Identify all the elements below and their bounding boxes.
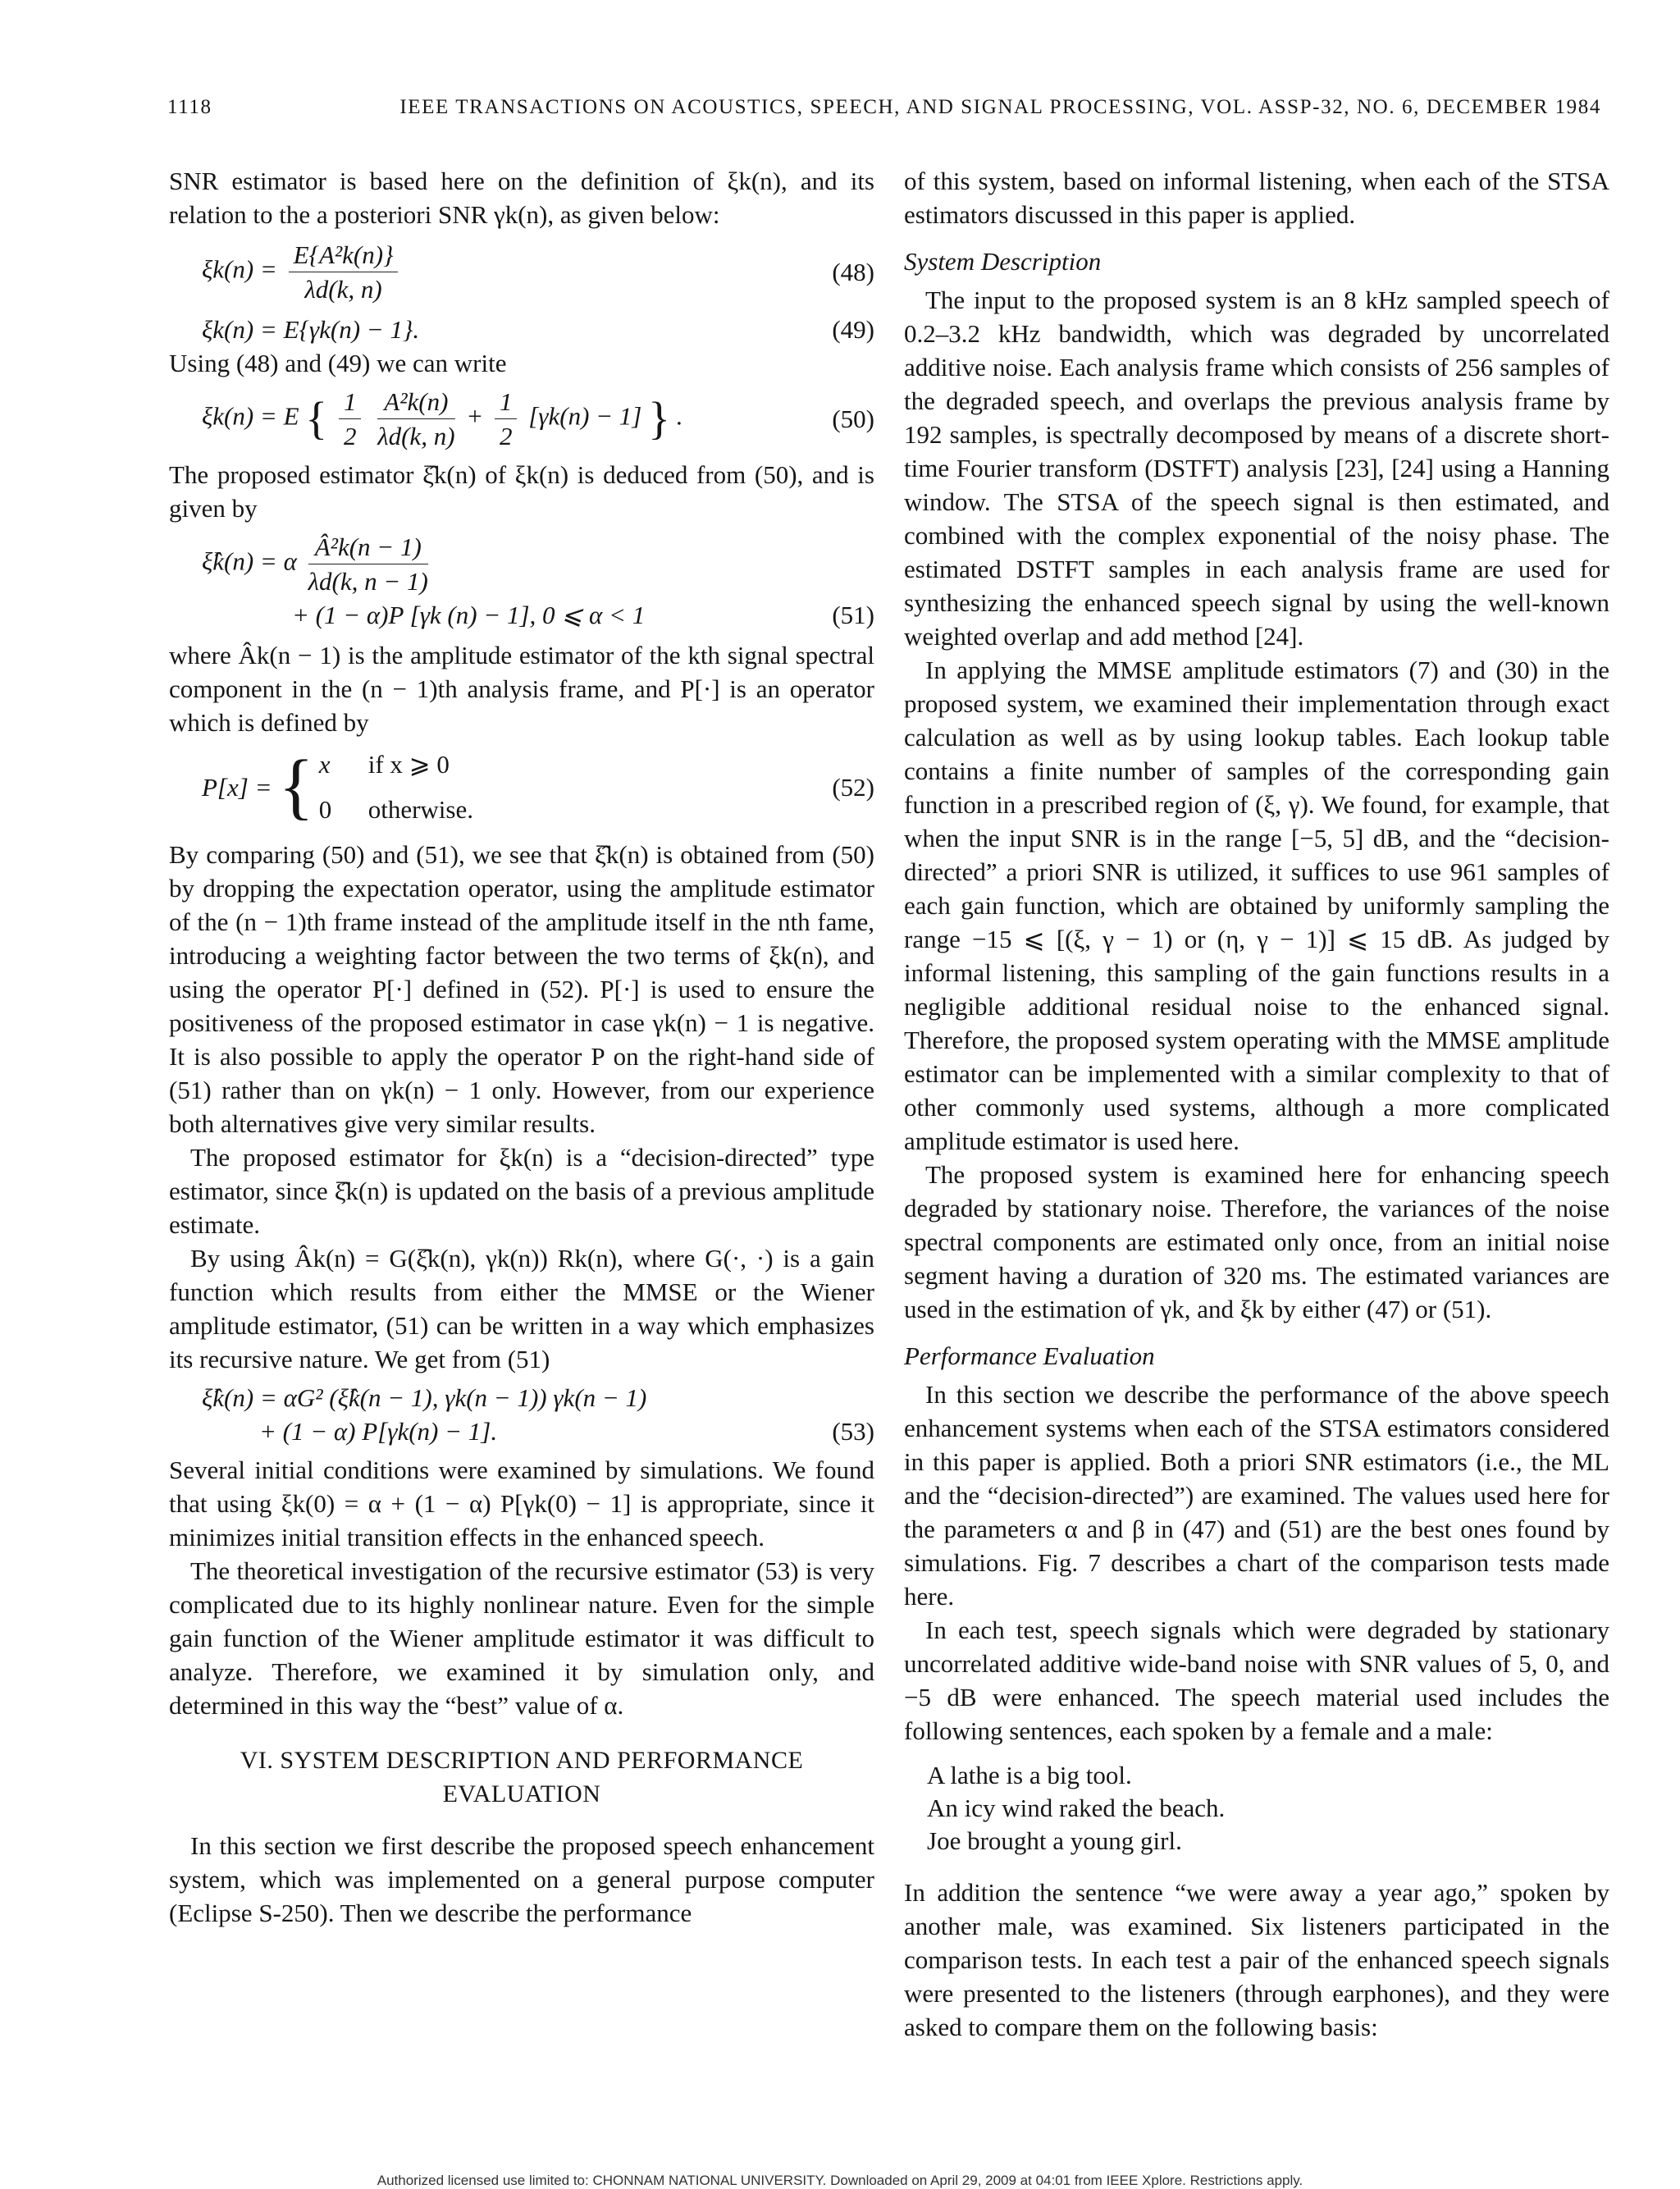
paragraph: where Âk(n − 1) is the amplitude estimator of the kth signal spectral component in the (n − 1)th analysis frame, and P[·] is an operator which is defined by <box>169 641 874 737</box>
paragraph: Several initial conditions were examined by simulations. We found that using ξk(0) = α + (1 − α) P[γk(0) − 1] is appropriate, since it minimizes initial transition effects in the enhanced speech. <box>169 1456 874 1551</box>
equation-48: ξk(n) = $\frac{\text{E\{A²k(n)\}}}{\lambda d(k, n)}$ (48) <box>169 238 874 306</box>
paragraph: The proposed system is examined here for enhancing speech degraded by stationary noise. Therefore, the variances of the noise spectral components are estimated only once, from an initial noise segment having a duration of 320 ms. The estimated variances are used in the estimation of γk, and ξk by either (47) or (51). <box>904 1160 1609 1323</box>
paragraph: In this section we describe the performance of the above speech enhancement systems when each of the STSA estimators considered in this paper is applied. Both a priori SNR estimators (i.e., the ML and the “decision-directed”) are examined. The values used here for the parameters α and β in (47) and (51) are the best ones found by simulations. Fig. 7 describes a chart of the comparison tests made here. <box>904 1380 1609 1611</box>
equation-53-continued: + (1 − α) P[γk(n) − 1]. (53) <box>169 1414 874 1448</box>
license-footer: Authorized licensed use limited to: CHONNAM NATIONAL UNIVERSITY. Downloaded on April 29, 2009 at 04:01 from IEEE Xplore. Restrictions apply. <box>377 2173 1303 2188</box>
paragraph: By comparing (50) and (51), we see that ξ̂k(n) is obtained from (50) by dropping the expectation operator, using the amplitude estimator of the (n − 1)th frame instead of the amplitude itself in the nth fame, introducing a weighting factor between the two terms of ξk(n), and using the operator P[·] defined in (52). P[·] is used to ensure the positiveness of the proposed estimator in case γk(n) − 1 is negative. It is also possible to apply the operator P on the right-hand side of (51) rather than on γk(n) − 1 only. However, from our experience both alternatives give very similar results. <box>169 840 874 1138</box>
journal-title: IEEE TRANSACTIONS ON ACOUSTICS, SPEECH, AND SIGNAL PROCESSING, VOL. ASSP-32, NO. 6, DECEMBER 1984 <box>399 96 1601 118</box>
subsection-heading: Performance Evaluation <box>904 1341 1155 1370</box>
paragraph: In each test, speech signals which were degraded by stationary uncorrelated additive wide-band noise with SNR values of 5, 0, and −5 dB were enhanced. The speech material used includes the following sentences, each spoken by a female and a male: <box>904 1615 1609 1745</box>
list-item: Joe brought a young girl. <box>927 1826 1182 1855</box>
paragraph: of this system, based on informal listening, when each of the STSA estimators discussed in this paper is applied. <box>904 167 1609 229</box>
equation-number: (52) <box>832 772 874 802</box>
paragraph: SNR estimator is based here on the definition of ξk(n), and its relation to the a posteriori SNR γk(n), as given below: <box>169 167 874 229</box>
example-sentences <box>904 1759 1609 1858</box>
equation-52: P[x] = { x if x ⩾ 0 0 otherwise. (52) <box>202 746 874 827</box>
running-header <box>167 96 1601 129</box>
subsection-heading: System Description <box>904 247 1102 276</box>
paragraph: By using Âk(n) = G(ξ̂k(n), γk(n)) Rk(n), where G(·, ·) is a gain function which results from either the MMSE or the Wiener amplitude estimator, (51) can be written in a way which emphasizes its recursive nature. We get from (51) <box>169 1244 874 1373</box>
left-column <box>169 164 874 1930</box>
paragraph: The proposed estimator for ξk(n) is a “decision-directed” type estimator, since ξ̂k(n) is updated on the basis of a previous amplitude estimate. <box>169 1143 874 1239</box>
paragraph: The theoretical investigation of the recursive estimator (53) is very complicated due to its highly nonlinear nature. Even for the simple gain function of the Wiener amplitude estimator it was difficult to analyze. Therefore, we examined it by simulation only, and determined in this way the “best” value of α. <box>169 1556 874 1720</box>
equation-number: (49) <box>832 315 874 344</box>
section-heading: VI. SYSTEM DESCRIPTION AND PERFORMANCE EVALUATION <box>240 1747 804 1807</box>
page-number: 1118 <box>167 96 212 118</box>
list-item: A lathe is a big tool. <box>927 1761 1132 1789</box>
paragraph: The proposed estimator ξ̂k(n) of ξk(n) is deduced from (50), and is given by <box>169 460 874 523</box>
equation-number: (48) <box>832 258 874 286</box>
list-item: An icy wind raked the beach. <box>927 1794 1226 1822</box>
paragraph: The input to the proposed system is an 8 kHz sampled speech of 0.2–3.2 kHz bandwidth, which was degraded by uncorrelated additive noise. Each analysis frame which consists of 256 samples of the degraded speech, and overlaps the previous analysis frame by 192 samples, is spectrally decomposed by means of a discrete short-time Fourier transform (DSTFT) analysis [23], [24] using a Hanning window. The STSA of the speech signal is then estimated, and combined with the complex exponential of the noisy phase. The estimated DSTFT samples in each analysis frame are used for synthesizing the enhanced speech signal by using the well-known weighted overlap and add method [24]. <box>904 286 1609 651</box>
paragraph: In this section we first describe the proposed speech enhancement system, which was implemented on a general purpose computer (Eclipse S-250). Then we describe the performance <box>169 1831 874 1927</box>
equation-49: ξk(n) = E{γk(n) − 1}. (49) <box>169 313 874 346</box>
equation-number: (50) <box>832 404 874 433</box>
equation-number: (51) <box>832 601 874 629</box>
equation-53: ξ̂k(n) = αG² (ξ̂k(n − 1), γk(n − 1)) γk(n − 1) <box>202 1383 647 1412</box>
equation-50: ξk(n) = E { $\frac{1}{2}$ $\frac{\text{A²k(n)}}{\lambda d(k, n)}$ + $\frac{1}{2}$ [γk(n) − 1] } . (50) <box>169 385 874 453</box>
fraction: $\frac{\text{E\{A²k(n)\}}}{\lambda d(k, n)}$ <box>289 238 399 306</box>
paragraph: In applying the MMSE amplitude estimators (7) and (30) in the proposed system, we examined their implementation through exact calculation as well as by using lookup tables. Each lookup table contains a finite number of samples of the corresponding gain function in a prescribed region of (ξ, γ). We found, for example, that when the input SNR is in the range [−5, 5] dB, and the “decision-directed” a priori SNR is utilized, it suffices to use 961 samples of each gain function, which are obtained by uniformly sampling the range −15 ⩽ [(ξ, γ − 1) or (η, γ − 1)] ⩽ 15 dB. As judged by informal listening, this sampling of the gain functions results in a negligible additional residual noise to the enhanced signal. Therefore, the proposed system operating with the MMSE amplitude estimator can be implemented with a similar complexity to that of other commonly used systems, although a more complicated amplitude estimator is used here. <box>904 656 1609 1155</box>
paragraph: Using (48) and (49) we can write <box>169 349 507 377</box>
equation-number: (53) <box>832 1417 874 1446</box>
paragraph: In addition the sentence “we were away a year ago,” spoken by another male, was examined. Six listeners participated in the comparison tests. In each test a pair of the enhanced speech signals were presented to the listeners (through earphones), and they were asked to compare them on the following basis: <box>904 1878 1609 2041</box>
equation-51: ξ̂k(n) = α $\frac{\text{Â²k(n − 1)}}{\lambda d(k, n - 1)}$ <box>169 530 874 598</box>
equation-51-continued: + (1 − α)P [γk (n) − 1], 0 ⩽ α < 1 (51) <box>169 598 874 632</box>
right-column <box>904 164 1609 2044</box>
